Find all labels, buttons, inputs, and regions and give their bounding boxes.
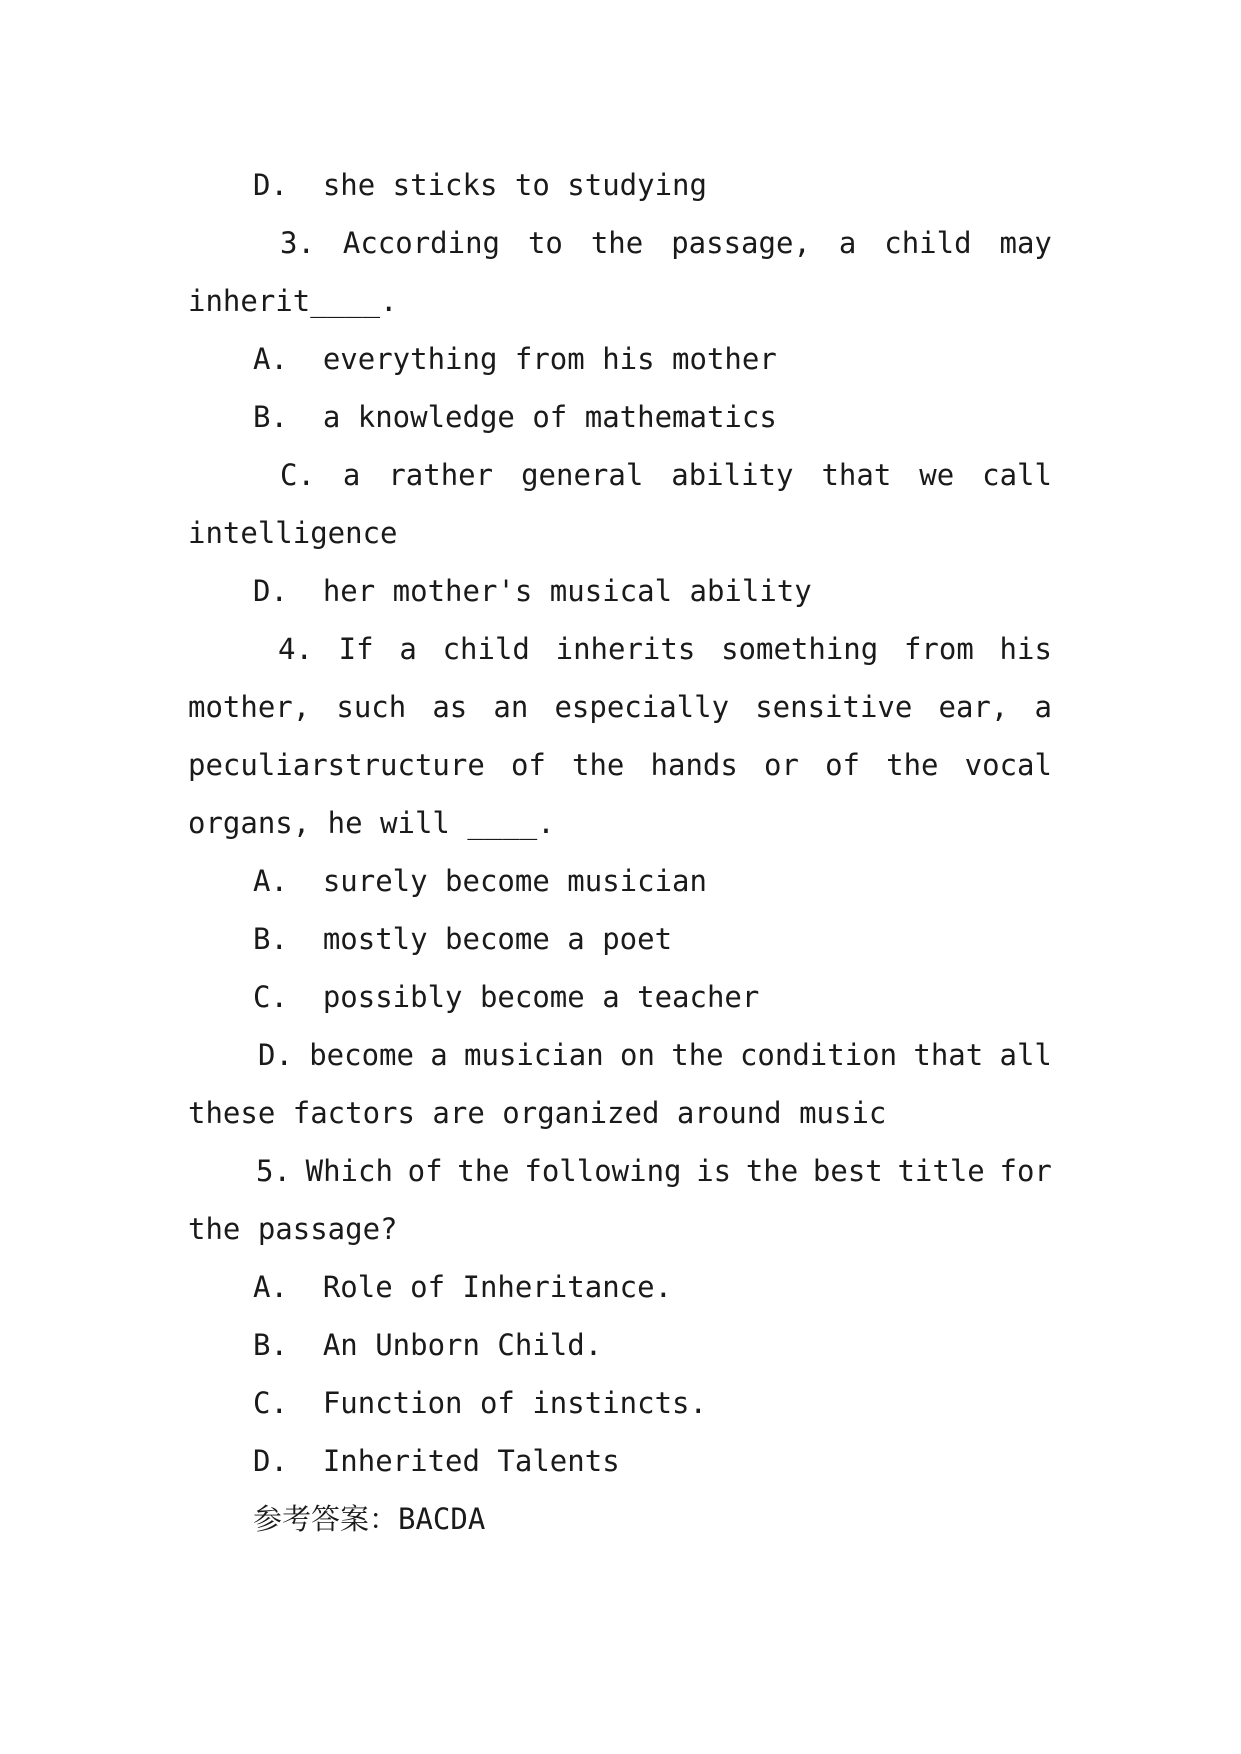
word: that <box>913 1038 984 1072</box>
word: call <box>982 458 1052 492</box>
word: we <box>919 458 955 492</box>
word: Which <box>305 1154 393 1188</box>
word: may <box>999 226 1052 260</box>
q3-option-c-line1 <box>280 455 1052 495</box>
word: of <box>510 748 546 782</box>
word: following <box>524 1154 682 1188</box>
word: the <box>590 226 644 260</box>
word: an <box>493 690 529 724</box>
word: hands <box>650 748 738 782</box>
word: something <box>721 632 879 666</box>
q4-stem-line1 <box>278 629 1052 669</box>
q4-stem-line2 <box>188 687 1052 727</box>
word: is <box>696 1154 732 1188</box>
q5-option-a: A. Role of Inheritance. <box>253 1270 673 1304</box>
q5-option-b: B. An Unborn Child. <box>253 1328 603 1362</box>
q3-option-a: A. everything from his mother <box>253 342 777 376</box>
word: as <box>432 690 468 724</box>
word: or <box>764 748 799 782</box>
word: rather <box>388 458 494 492</box>
word: If <box>338 632 374 666</box>
word: of <box>825 748 860 782</box>
answer-key: 参考答案：BACDA <box>253 1502 486 1536</box>
q3-option-b: B. a knowledge of mathematics <box>253 400 777 434</box>
word: best <box>812 1154 883 1188</box>
word: general <box>521 458 644 492</box>
word: According <box>342 226 501 260</box>
word: the <box>572 748 625 782</box>
word: title <box>897 1154 985 1188</box>
q3-option-c-line2: intelligence <box>188 516 398 550</box>
word: of <box>407 1154 443 1188</box>
word: ability <box>671 458 794 492</box>
word: for <box>999 1154 1052 1188</box>
word: inherits <box>555 632 696 666</box>
word: child <box>442 632 530 666</box>
word: 5. <box>256 1154 291 1188</box>
q5-option-d: D. Inherited Talents <box>253 1444 620 1478</box>
word: musician <box>464 1038 604 1072</box>
word: his <box>999 632 1052 666</box>
word: 3. <box>280 226 315 260</box>
q5-option-c: C. Function of instincts. <box>253 1386 707 1420</box>
word: all <box>999 1038 1052 1072</box>
word: 4. <box>278 632 313 666</box>
word: the <box>886 748 939 782</box>
word: a <box>399 632 417 666</box>
word: the <box>745 1154 799 1188</box>
q4-option-c: C. possibly become a teacher <box>253 980 760 1014</box>
word: the <box>457 1154 510 1188</box>
q5-stem-line2: the passage? <box>188 1212 398 1246</box>
q3-stem-line1 <box>280 223 1052 263</box>
word: D. <box>258 1038 293 1072</box>
word: especially <box>554 690 730 724</box>
word: C. <box>280 458 315 492</box>
q2-option-d: D. she sticks to studying <box>253 168 707 202</box>
word: become <box>309 1038 414 1072</box>
word: mother, <box>188 690 311 724</box>
q4-stem-line4: organs, he will ____. <box>188 806 555 840</box>
q3-stem-line2: inherit____. <box>188 284 398 318</box>
word: such <box>336 690 407 724</box>
word: to <box>527 226 563 260</box>
word: the <box>671 1038 724 1072</box>
word: child <box>884 226 972 260</box>
q4-stem-line3 <box>188 745 1052 785</box>
q4-option-a: A. surely become musician <box>253 864 707 898</box>
word: that <box>821 458 892 492</box>
q5-stem-line1 <box>256 1151 1052 1191</box>
word: peculiarstructure <box>188 748 485 782</box>
word: sensitive <box>755 690 913 724</box>
word: condition <box>739 1038 898 1072</box>
q4-option-d-line1 <box>258 1035 1052 1075</box>
word: ear, <box>938 690 1009 724</box>
word: a <box>1034 690 1052 724</box>
word: vocal <box>964 748 1052 782</box>
word: a <box>838 226 857 260</box>
word: a <box>342 458 361 492</box>
word: on <box>620 1038 655 1072</box>
word: passage, <box>671 226 811 260</box>
word: from <box>903 632 974 666</box>
word: a <box>430 1038 448 1072</box>
q4-option-d-line2: these factors are organized around music <box>188 1096 887 1130</box>
q4-option-b: B. mostly become a poet <box>253 922 673 956</box>
q3-option-d: D. her mother's musical ability <box>253 574 812 608</box>
